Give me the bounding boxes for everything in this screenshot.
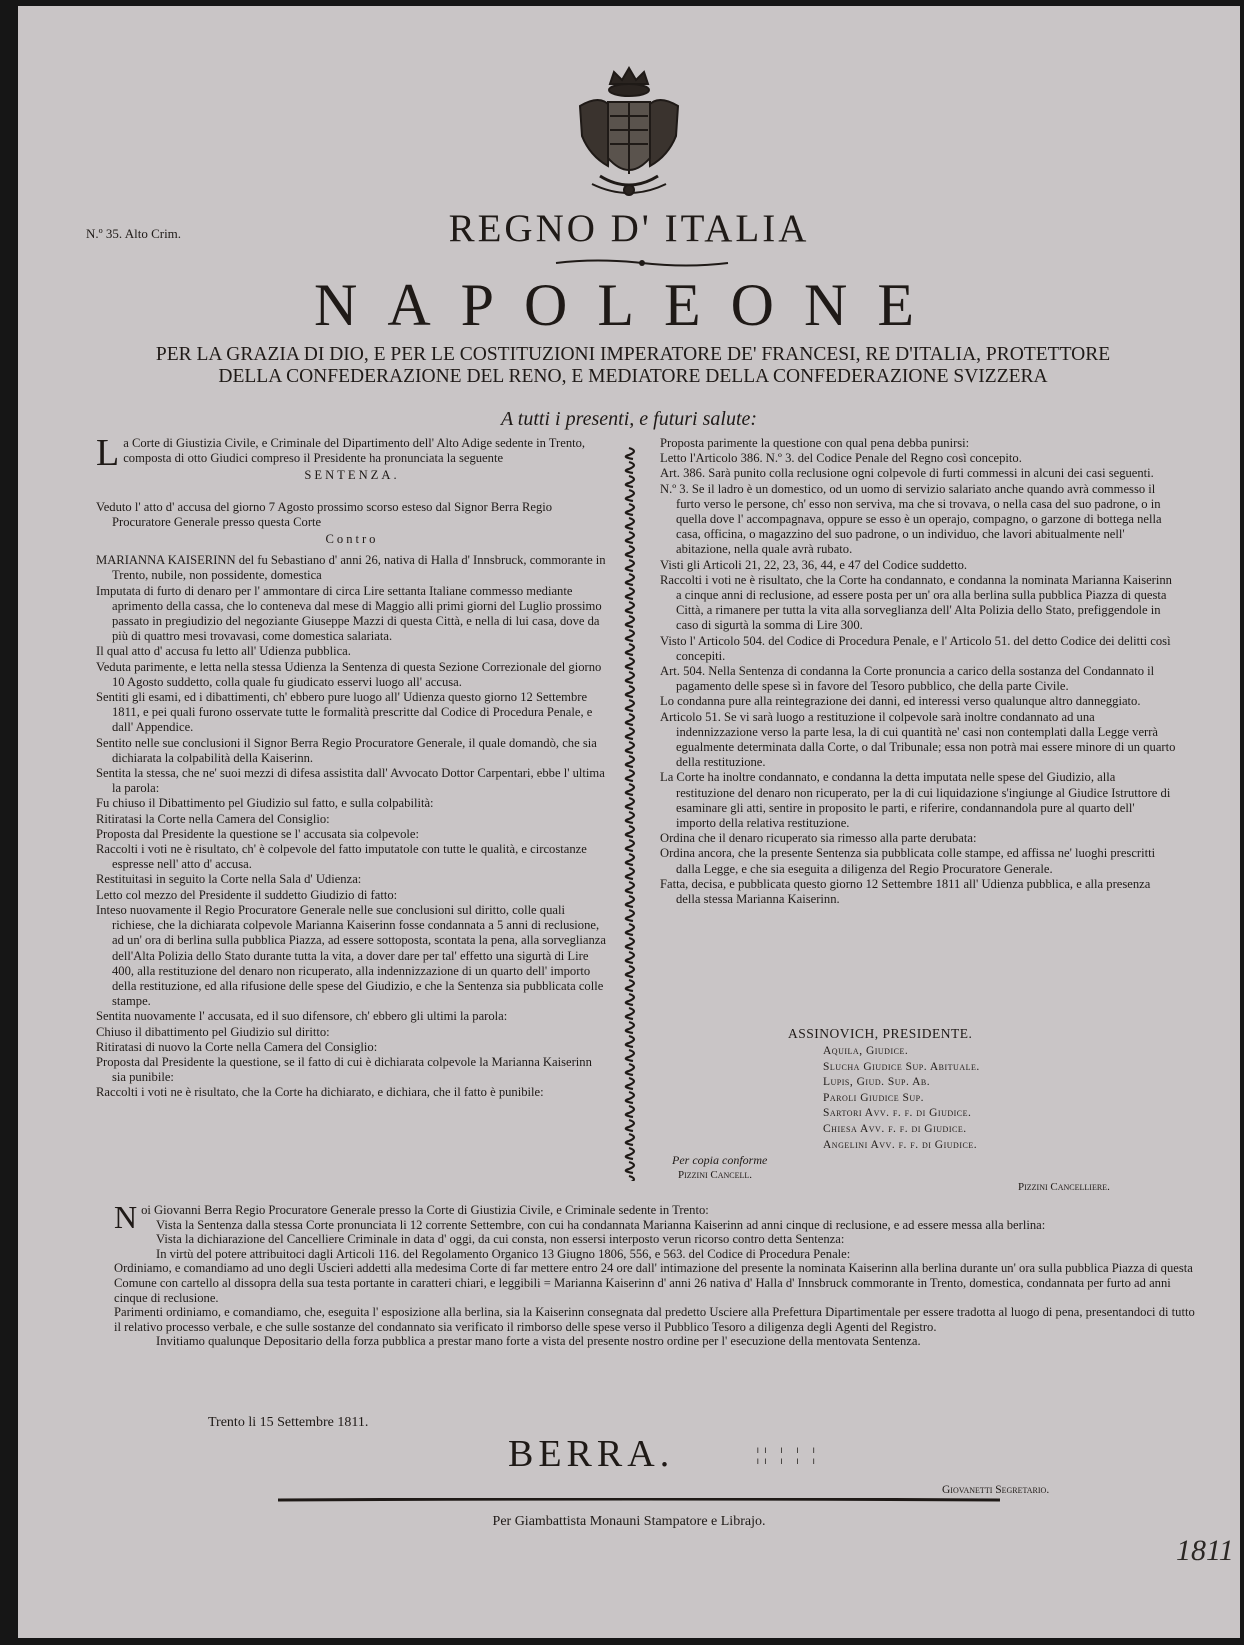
left-paragraph: Restituitasi in seguito la Corte nella Sala d' Udienza: [96, 872, 362, 887]
left-paragraph: Ritiratasi di nuovo la Corte nella Camera del Consiglio: [96, 1039, 378, 1054]
right-paragraphs [660, 436, 1176, 907]
judge-signature: Paroli Giudice Sup. [823, 1091, 924, 1104]
handwritten-year: 1811 [1176, 1534, 1234, 1567]
left-paragraph: Il qual atto d' accusa fu letto all' Udienza pubblica. [96, 644, 351, 659]
imperial-titles [78, 344, 1188, 388]
right-column [660, 436, 1176, 907]
flourish-rule-icon [552, 257, 732, 269]
left-paragraph: Letto col mezzo del Presidente il suddetto Giudizio di fatto: [96, 887, 398, 902]
copy-clerk: Pizzini Cancell. [678, 1169, 753, 1181]
order-line: In virtù del potere attribuitoci dagli Articoli 116. del Regolamento Organico 13 Giugno 1806, 556, e 563. del Codice di Procedura Penale: [156, 1246, 851, 1261]
kingdom-heading: REGNO D' ITALIA [448, 207, 810, 250]
left-column [96, 432, 608, 1101]
right-paragraph: Proposta parimente la questione con qual pena debba punirsi: [660, 436, 970, 450]
right-paragraph: Art. 386. Sarà punito colla reclusione ogni colpevole di furti commessi in alcuni dei casi seguenti. [660, 466, 1154, 481]
right-paragraph: Art. 504. Nella Sentenza di condanna la Corte pronuncia a carico della sostanza del Condannato il pagamento delle spese sì in favore del Tesoro pubblico, che della parte Civile. [660, 664, 1155, 694]
left-paragraph: Sentiti gli esami, ed i dibattimenti, ch' ebbero pure luogo all' Udienza questo giorno 12 Settembre 1811, e pei quali furono osservate tutte le formalità prescritte dal Codice di Procedura Penale, e dall' Appendice. [96, 690, 593, 735]
chancellor-signature: Pizzini Cancelliere. [1018, 1181, 1110, 1193]
right-paragraph: Fatta, decisa, e pubblicata questo giorno 12 Settembre 1811 all' Udienza pubblica, e alla presenza della stessa Marianna Kaiserinn. [660, 876, 1151, 907]
issue-date: Trento li 15 Settembre 1811. [208, 1415, 369, 1430]
judge-signature: Slucha Giudice Sup. Abituale. [823, 1060, 980, 1073]
chain-divider-icon [623, 446, 645, 1181]
right-paragraph: Articolo 51. Se vi sarà luogo a restituzione il colpevole sarà inoltre condannato ad una indennizzazione verso la parte lesa, la di cui quantità ne' casi non contemplati dalla Legge verrà egualmente determinata dalla Corte, o dal Tribunale; essa non potrà mai essere minore di un quarto della restituzione. [660, 709, 1176, 770]
judges-list [823, 1044, 980, 1153]
signature-stamp: ¦¦ ¦ ¦ ¦ [756, 1444, 820, 1464]
judge-signature: Chiesa Avv. f. f. di Giudice. [823, 1122, 967, 1135]
sentenza-heading: SENTENZA. [304, 468, 400, 483]
left-paragraph: Sentita la stessa, che ne' suoi mezzi di difesa assistita dall' Avvocato Dottor Carpentari, ebbe l' ultima la parola: [96, 766, 605, 796]
title-line-2: DELLA CONFEDERAZIONE DEL RENO, E MEDIATORE DELLA CONFEDERAZIONE SVIZZERA [218, 366, 1048, 387]
emperor-heading: NAPOLEONE [314, 272, 944, 338]
judge-signature: Angelini Avv. f. f. di Giudice. [823, 1138, 978, 1151]
salutation: A tutti i presenti, e futuri salute: [500, 408, 758, 430]
judge-signature: Sartori Avv. f. f. di Giudice. [823, 1107, 972, 1120]
procurator-order [114, 1199, 1204, 1349]
bottom-rule [278, 1498, 1000, 1502]
secretary-signature: Giovanetti Segretario. [942, 1484, 1050, 1496]
left-paragraph: Imputata di furto di denaro per l' ammontare di circa Lire settanta Italiane commesso mediante aprimento della cassa, che lo conteneva dal mese di Maggio alli primi giorni del Luglio prossimo passato in pregiudizio del negoziante Giuseppe Mazzi di questa Città, e nella di lui casa, dove da più di quattro mesi trovavasi, come domestica salariata. [96, 583, 602, 644]
left-paragraphs [96, 553, 608, 1100]
judge-signature: Aquila, Giudice. [823, 1045, 909, 1057]
order-line: Vista la dichiarazione del Cancelliere Criminale in data d' oggi, da cui consta, non essersi interposto verun ricorso contro detta Sentenza: [156, 1232, 845, 1247]
order-parimenti: Parimenti ordiniamo, e comandiamo, che, eseguita l' esposizione alla berlina, sia la Kaiserinn consegnata dal predetto Usciere alla Prefettura Dipartimentale per essere tradotta al luogo di pena, presentandoci di tutto il relativo processo verbale, e che sulle sostanze del condannato sia verificato il rimborso delle spese verso il Pubblico Tesoro a diligenza degli Agenti del Registro. [114, 1305, 1195, 1334]
court-intro: La Corte di Giustizia Civile, e Criminale del Dipartimento dell' Alto Adige sedente in Trento, composta di otto Giudici compreso il Presidente ha pronunciata la seguente [96, 432, 586, 474]
president-signature: ASSINOVICH, PRESIDENTE. [788, 1026, 973, 1041]
left-paragraph: Ritiratasi la Corte nella Camera del Consiglio: [96, 811, 330, 826]
left-paragraph: Inteso nuovamente il Regio Procuratore Generale nelle sue conclusioni sul diritto, colle quali richiese, che la dichiarata colpevole Marianna Kaiserinn fosse condannata a 5 anni di reclusione, ad un' ora di berlina sulla pubblica Piazza, ad essere sottoposta, scontata la pena, alla sorveglianza dell'Alta Polizia dello Stato durante tutta la vita, a dover dare per tal' effetto una sigurtà di Lire 400, alla restituzione del denaro non ricuperato, alla indennizzazione di un quarto dell' importo della restituzione, ed alla rifusione delle spese del Giudizio, e che la Sentenza sia pubblicata colle stampe. [96, 902, 606, 1009]
poster-sheet [18, 6, 1240, 1638]
left-paragraph: Raccolti i voti ne è risultato, che la Corte ha dichiarato, e dichiara, che il fatto è punibile: [96, 1085, 544, 1100]
order-line: Vista la Sentenza dalla stessa Corte pronunciata li 12 corrente Settembre, con cui ha condannata Marianna Kaiserinn ad anni cinque di reclusione, e ad essere messa alla berlina: [156, 1217, 1046, 1232]
right-paragraph: Visto l' Articolo 504. del Codice di Procedura Penale, e l' Articolo 51. del detto Codice dei delitti così concepiti. [660, 633, 1171, 663]
left-paragraph: Sentita nuovamente l' accusata, ed il suo difensore, ch' ebbero gli ultimi la parola: [96, 1009, 508, 1024]
drop-cap-n: N [114, 1199, 138, 1235]
left-paragraph: Proposta dal Presidente la questione, se il fatto di cui è dichiarata colpevole la Marianna Kaiserinn sia punibile: [96, 1054, 592, 1085]
left-paragraph: Fu chiuso il Dibattimento pel Giudizio sul fatto, e sulla colpabilità: [96, 796, 434, 811]
judge-signature: Lupis, Giud. Sup. Ab. [823, 1076, 931, 1089]
right-paragraph: Ordina ancora, che la presente Sentenza sia pubblicata colle stampe, ed affissa ne' luoghi prescritti dalla Legge, e che sia eseguita a diligenza del Regio Procuratore Generale. [660, 846, 1156, 876]
right-paragraph: Visti gli Articoli 21, 22, 23, 36, 44, e 47 del Codice suddetto. [660, 557, 968, 572]
order-ordiniamo: Ordiniamo, e comandiamo ad uno degli Uscieri addetti alla medesima Corte di far mettere entro 24 ore dall' intimazione del presente la nominata Kaiserinn alla berlina durante un' ora sulla pubblica Piazza di questa Comune con cartello al dissopra della sua testa portante in caratteri chiari, e leggibili = Marianna Kaiserinn d' anni 26 nativa d' Halla d' Innsbruck commorante in Trento, domestica, condannata per furto ad anni cinque di reclusione. [114, 1261, 1193, 1305]
left-paragraph: Raccolti i voti ne è risultato, ch' è colpevole del fatto imputatole con tutte le qualità, e circostanze espresse nell' atto d' accusa. [96, 842, 587, 872]
title-line-1: PER LA GRAZIA DI DIO, E PER LE COSTITUZIONI IMPERATORE DE' FRANCESI, RE D'ITALIA, PROTETTORE [155, 344, 1111, 365]
contro-heading: Contro [325, 532, 379, 547]
printer-imprint: Per Giambattista Monauni Stampatore e Librajo. [492, 1514, 766, 1529]
left-paragraph: Veduta parimente, e letta nella stessa Udienza la Sentenza di questa Sezione Correzionale del giorno 10 Agosto suddetto, colla quale fu giudicato esservi luogo all' accusa. [96, 659, 602, 689]
left-paragraph: Sentito nelle sue conclusioni il Signor Berra Regio Procuratore Generale, il quale domandò, che sia dichiarata la colpabilità della Kaiserinn. [96, 735, 597, 765]
procurator-signature: BERRA. [508, 1433, 675, 1475]
right-paragraph: La Corte ha inoltre condannato, e condanna la detta imputata nelle spese del Giudizio, alla restituzione del denaro non ricuperato, per la di cui liquidazione s'ingiunge al Giudice Istruttore di esaminare gli atti, sentire in proposito le parti, e riferire, condannandola pure al quarto dell' importo della relativa restituzione. [660, 770, 1171, 831]
right-paragraph: Letto l'Articolo 386. N.º 3. del Codice Penale del Regno così concepito. [660, 451, 1022, 466]
coat-of-arms-icon [570, 66, 688, 204]
copy-conform: Per copia conforme [672, 1153, 768, 1167]
document-number: N.º 35. Alto Crim. [86, 226, 182, 241]
right-paragraph: Ordina che il denaro ricuperato sia rimesso alla parte derubata: [660, 831, 977, 846]
veduto-paragraph: Veduto l' atto d' accusa del giorno 7 Agosto prossimo scorso esteso dal Signor Berra Regio Procuratore Generale presso questa Corte [96, 499, 553, 529]
left-paragraph: MARIANNA KAISERINN del fu Sebastiano d' anni 26, nativa di Halla d' Innsbruck, commorante in Trento, nubile, non possidente, domestica [96, 553, 606, 583]
left-paragraph: Proposta dal Presidente la questione se l' accusata sia colpevole: [96, 826, 419, 841]
order-intro: Noi Giovanni Berra Regio Procuratore Generale presso la Corte di Giustizia Civile, e Criminale sedente in Trento: [114, 1199, 709, 1235]
right-paragraph: N.º 3. Se il ladro è un domestico, od un uomo di servizio salariato anche quando avrà commesso il furto verso le persone, ch' esso non serviva, ma che si trovava, o nella casa del suo padrone, o in quella dove l' accompagnava, oppure se esso è un operajo, compagno, o garzone di bottega nella casa, officina, o magazzino del suo padrone, o un individuo, che lavori abitualmente nell' abitazione, nella quale avrà rubato. [660, 481, 1162, 557]
order-invitiamo: Invitiamo qualunque Depositario della forza pubblica a prestar mano forte a vista del presente nostro ordine per l' esecuzione della mentovata Sentenza. [156, 1334, 921, 1349]
right-paragraph: Raccolti i voti ne è risultato, che la Corte ha condannato, e condanna la nominata Marianna Kaiserinn a cinque anni di reclusione, ad essere posta per un' ora alla berlina sulla pubblica Piazza di questa Città, a rimanere per tutta la vita alla sorveglianza dell' Alta Polizia dello Stato, prefiggendole in caso di sigurtà la somma di Lire 300. [660, 572, 1172, 633]
drop-cap: L [96, 432, 120, 474]
right-paragraph: Lo condanna pure alla reintegrazione dei danni, ed interessi verso qualunque altro danneggiato. [660, 694, 1141, 709]
left-paragraph: Chiuso il dibattimento pel Giudizio sul diritto: [96, 1024, 330, 1039]
